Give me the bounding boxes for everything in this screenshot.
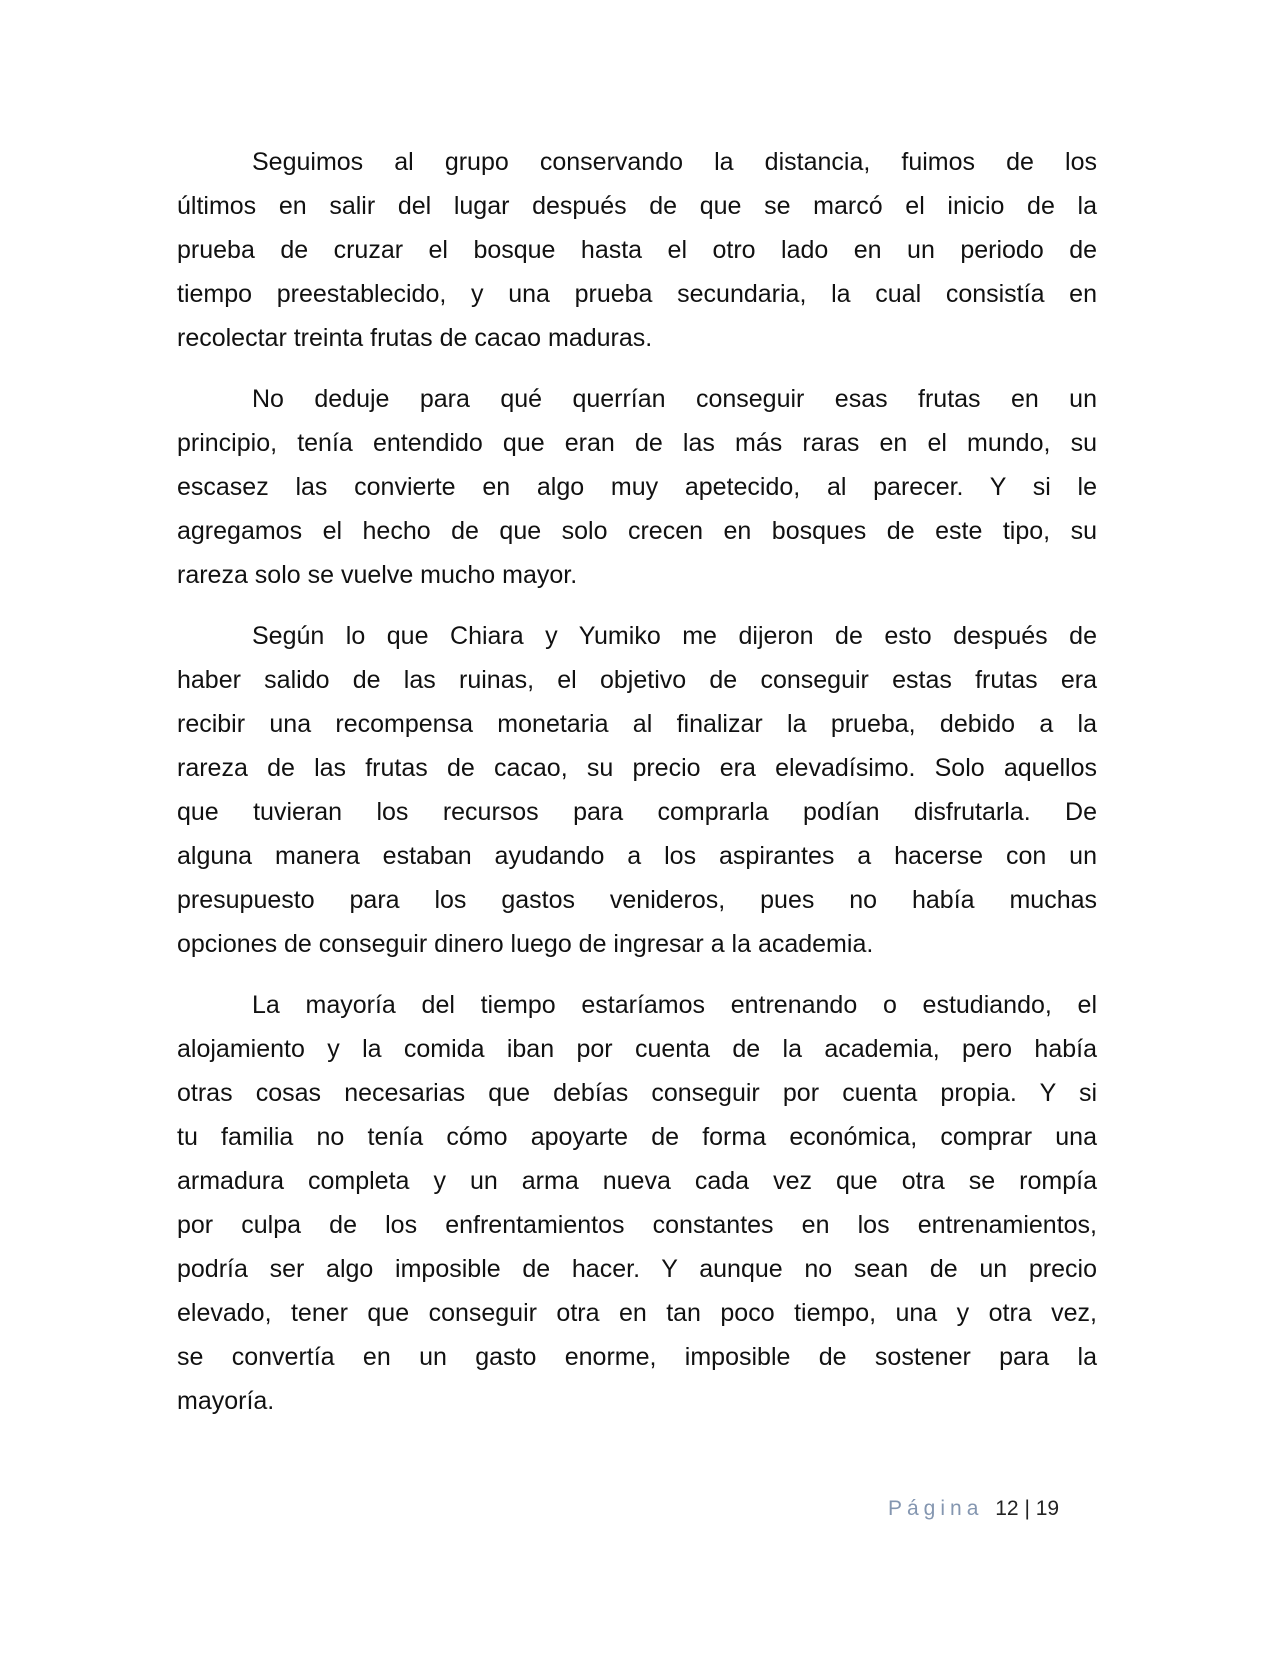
paragraph — [177, 983, 1097, 1423]
text-line: Seguimos al grupo conservando la distancia, fuimos de los — [252, 148, 1097, 176]
text-line: últimos en salir del lugar después de que se marcó el inicio de la — [177, 192, 1097, 220]
text-line: armadura completa y un arma nueva cada vez que otra se rompía — [177, 1167, 1097, 1195]
text-line: por culpa de los enfrentamientos constantes en los entrenamientos, — [177, 1211, 1097, 1239]
paragraph — [177, 614, 1097, 966]
document-body — [177, 140, 1097, 1440]
text-line: recibir una recompensa monetaria al finalizar la prueba, debido a la — [177, 710, 1097, 738]
text-line: podría ser algo imposible de hacer. Y aunque no sean de un precio — [177, 1255, 1097, 1283]
text-line: tu familia no tenía cómo apoyarte de forma económica, comprar una — [177, 1123, 1097, 1151]
text-line: rareza solo se vuelve mucho mayor. — [177, 561, 578, 589]
text-line: rareza de las frutas de cacao, su precio era elevadísimo. Solo aquellos — [177, 754, 1097, 782]
text-line: alojamiento y la comida iban por cuenta de la academia, pero había — [177, 1035, 1097, 1063]
text-line: haber salido de las ruinas, el objetivo de conseguir estas frutas era — [177, 666, 1097, 694]
text-line: agregamos el hecho de que solo crecen en bosques de este tipo, su — [177, 517, 1097, 545]
page-footer — [888, 1497, 1059, 1521]
text-line: tiempo preestablecido, y una prueba secundaria, la cual consistía en — [177, 280, 1097, 308]
paragraph — [177, 377, 1097, 597]
page-number: 12 — [995, 1497, 1019, 1520]
text-line: principio, tenía entendido que eran de las más raras en el mundo, su — [177, 429, 1097, 457]
text-line: alguna manera estaban ayudando a los aspirantes a hacerse con un — [177, 842, 1097, 870]
page-label: Página — [888, 1497, 984, 1520]
text-line: Según lo que Chiara y Yumiko me dijeron de esto después de — [252, 622, 1097, 650]
text-line: La mayoría del tiempo estaríamos entrenando o estudiando, el — [252, 991, 1097, 1019]
page-total: 19 — [1035, 1497, 1060, 1520]
text-line: escasez las convierte en algo muy apetecido, al parecer. Y si le — [177, 473, 1097, 501]
text-line: opciones de conseguir dinero luego de ingresar a la academia. — [177, 930, 874, 958]
text-line: recolectar treinta frutas de cacao maduras. — [177, 324, 653, 352]
page-separator: | — [1024, 1497, 1030, 1520]
text-line: se convertía en un gasto enorme, imposible de sostener para la — [177, 1343, 1097, 1371]
text-line: presupuesto para los gastos venideros, pues no había muchas — [177, 886, 1097, 914]
text-line: No deduje para qué querrían conseguir esas frutas en un — [252, 385, 1097, 413]
text-line: prueba de cruzar el bosque hasta el otro lado en un periodo de — [177, 236, 1097, 264]
paragraph — [177, 140, 1097, 360]
text-line: otras cosas necesarias que debías conseguir por cuenta propia. Y si — [177, 1079, 1097, 1107]
text-line: mayoría. — [177, 1387, 275, 1415]
text-line: que tuvieran los recursos para comprarla podían disfrutarla. De — [177, 798, 1097, 826]
text-line: elevado, tener que conseguir otra en tan poco tiempo, una y otra vez, — [177, 1299, 1097, 1327]
